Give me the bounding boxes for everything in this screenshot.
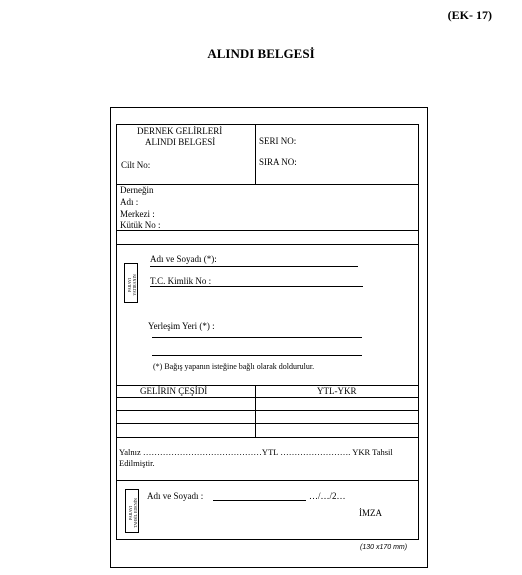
seri-no-label: SERI NO: — [259, 136, 297, 146]
payer-tc-label: T.C. Kimlik No : — [150, 276, 212, 286]
size-note: (130 x170 mm) — [360, 544, 408, 551]
receiver-name-line — [213, 500, 306, 501]
divider — [117, 480, 418, 481]
divider — [117, 184, 418, 185]
table-row-line — [117, 423, 418, 424]
receiver-name-label: Adı ve Soyadı : — [147, 491, 204, 501]
table-header-ytl-ykr: YTL-YKR — [317, 386, 357, 396]
payer-side-label-line2: YATIRANIN — [132, 274, 137, 296]
table-row-line — [117, 437, 418, 438]
header-title-line1: DERNEK GELİRLERİ — [137, 126, 223, 136]
receiver-side-label — [128, 491, 138, 535]
payer-address-line-1 — [152, 337, 362, 338]
document-code: (EK- 17) — [447, 8, 492, 22]
payer-side-label-box — [124, 263, 138, 303]
header-divider — [255, 125, 256, 184]
payer-name-label: Adı ve Soyadı (*): — [150, 254, 217, 264]
table-header-gelir-cesidi: GELİRIN ÇEŞİDİ — [140, 386, 208, 396]
dernek-merkezi-label: Merkezi : — [120, 209, 155, 219]
table-row-line — [117, 410, 418, 411]
table-column-divider — [255, 385, 256, 438]
payer-name-line — [150, 266, 358, 267]
dernek-kutuk-no-label: Kütük No : — [120, 220, 161, 230]
payer-address-label: Yerleşim Yeri (*) : — [148, 321, 215, 331]
header-title-line2: ALINDI BELGESİ — [145, 137, 216, 147]
sira-no-label: SIRA NO: — [259, 157, 297, 167]
receiver-side-label-line2: TAHSİL EDENİN — [133, 498, 138, 528]
amount-in-words-line2: Edilmiştir. — [119, 458, 155, 468]
cilt-no-label: Cilt No: — [121, 160, 151, 170]
payer-tc-line — [150, 286, 363, 287]
receiver-side-label-line1: PARAYI — [128, 505, 133, 521]
amount-in-words-line1: Yalnız ……………………………………YTL ……………………. YKR Tahsil — [119, 447, 393, 457]
payer-address-line-2 — [152, 355, 362, 356]
receipt-date: …/…/2… — [309, 491, 346, 501]
payer-note: (*) Bağış yapanın isteğine bağlı olarak doldurulur. — [153, 362, 315, 371]
dernek-adi-label: Adı : — [120, 197, 139, 207]
receipt-form — [116, 124, 419, 540]
table-row-line — [117, 397, 418, 398]
payer-side-label-line1: PARAYI — [127, 277, 132, 293]
dernek-label: Derneğin — [120, 185, 154, 195]
receiver-side-label-box — [125, 489, 139, 533]
divider — [117, 244, 418, 245]
document-title: ALINDI BELGESİ — [207, 46, 315, 61]
payer-side-label — [127, 265, 137, 305]
signature-label: İMZA — [359, 508, 382, 518]
divider — [117, 230, 418, 231]
